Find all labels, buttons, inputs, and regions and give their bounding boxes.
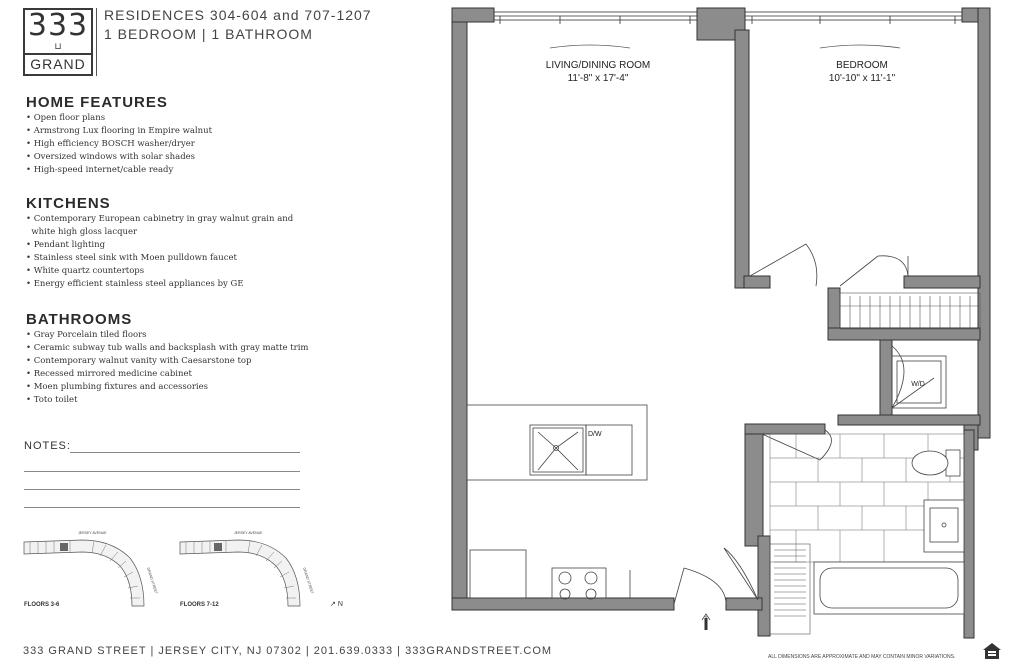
logo-number: 333 [27,8,89,43]
list-item: • Contemporary walnut vanity with Caesarstone top [26,356,252,366]
kitchen-island [467,405,647,480]
list-item: • White quartz countertops [26,266,145,276]
footer-address: 333 GRAND STREET | JERSEY CITY, NJ 07302 | 201.639.0333 | 333GRANDSTREET.COM [23,645,553,657]
living-room-dimensions: 11'-8" x 17'-4" [567,73,629,84]
bedroom-label: BEDROOM [836,60,888,71]
list-item: • Stainless steel sink with Moen pulldown faucet [26,253,237,263]
washer-dryer-label: W/D [911,381,925,388]
home-features-list [26,112,212,177]
walls [452,8,990,638]
north-arrow: ↗ N [330,601,343,608]
equal-housing-icon [982,642,1002,660]
toilet-icon [912,450,960,476]
svg-text:JERSEY AVENUE: JERSEY AVENUE [78,531,107,535]
keyplan-floors-3-6 [20,528,160,610]
floors-3-6-label: FLOORS 3-6 [24,602,60,608]
living-room-label: LIVING/DINING ROOM [545,60,651,71]
notes-label: NOTES: [24,440,71,452]
bedroom-doors [750,244,908,286]
vanity-sink-icon [924,500,964,552]
header-divider [96,8,97,76]
laundry-closet [892,346,946,408]
list-item: • High-speed internet/cable ready [26,165,174,175]
notes-line [24,471,300,472]
list-item: • Contemporary European cabinetry in gray walnut grain and [26,214,294,224]
floor-plan [440,0,1000,640]
svg-text:GRAND STREET: GRAND STREET [146,567,159,595]
list-item: • Recessed mirrored medicine cabinet [26,369,192,379]
logo [23,8,93,76]
svg-text:JERSEY AVENUE: JERSEY AVENUE [234,531,263,535]
entry-door [674,568,726,628]
floors-7-12-label: FLOORS 7-12 [180,602,219,608]
closet-shelving [840,293,980,329]
logo-word: GRAND [25,53,91,74]
list-item: • Armstrong Lux flooring in Empire walnut [26,126,213,136]
bed-bath-subtitle: 1 BEDROOM | 1 BATHROOM [104,26,313,42]
list-item: • Moen plumbing fixtures and accessories [26,382,209,392]
home-features-title: HOME FEATURES [26,94,168,111]
notes-line [70,452,300,453]
notes-line [24,489,300,490]
north-arrow-icon: ↗ [330,601,336,608]
linen-shelves [770,544,810,634]
home-features-section [26,94,212,177]
svg-text:GRAND STREET: GRAND STREET [302,567,315,595]
list-item: • Toto toilet [26,395,78,405]
logo-mark: ⊔ [54,41,62,51]
list-item: • Pendant lighting [26,240,106,250]
bathrooms-section [26,311,308,407]
list-item: • Energy efficient stainless steel appliances by GE [26,279,244,289]
notes-line [24,507,300,508]
bathtub-icon [814,562,964,614]
list-item: • Gray Porcelain tiled floors [26,330,147,340]
list-item: • High efficiency BOSCH washer/dryer [26,139,195,149]
list-item: • Open floor plans [26,113,106,123]
bathrooms-list [26,329,308,407]
kitchens-list [26,213,293,291]
dishwasher-label: D/W [588,431,602,438]
list-item: • Oversized windows with solar shades [26,152,196,162]
kitchen-counter [470,550,630,599]
residences-title: RESIDENCES 304-604 and 707-1207 [104,7,372,23]
footer-disclaimer: ALL DIMENSIONS ARE APPROXIMATE AND MAY CONTAIN MINOR VARIATIONS. [768,654,956,660]
list-item: • Ceramic subway tub walls and backsplash with gray matte trim [26,343,309,353]
bedroom-dimensions: 10'-10" x 11'-1" [828,73,896,84]
bathrooms-title: BATHROOMS [26,311,133,328]
kitchens-title: KITCHENS [26,195,111,212]
keyplan-floors-7-12 [176,528,316,610]
list-item: white high gloss lacquer [31,227,138,237]
kitchens-section [26,195,293,291]
